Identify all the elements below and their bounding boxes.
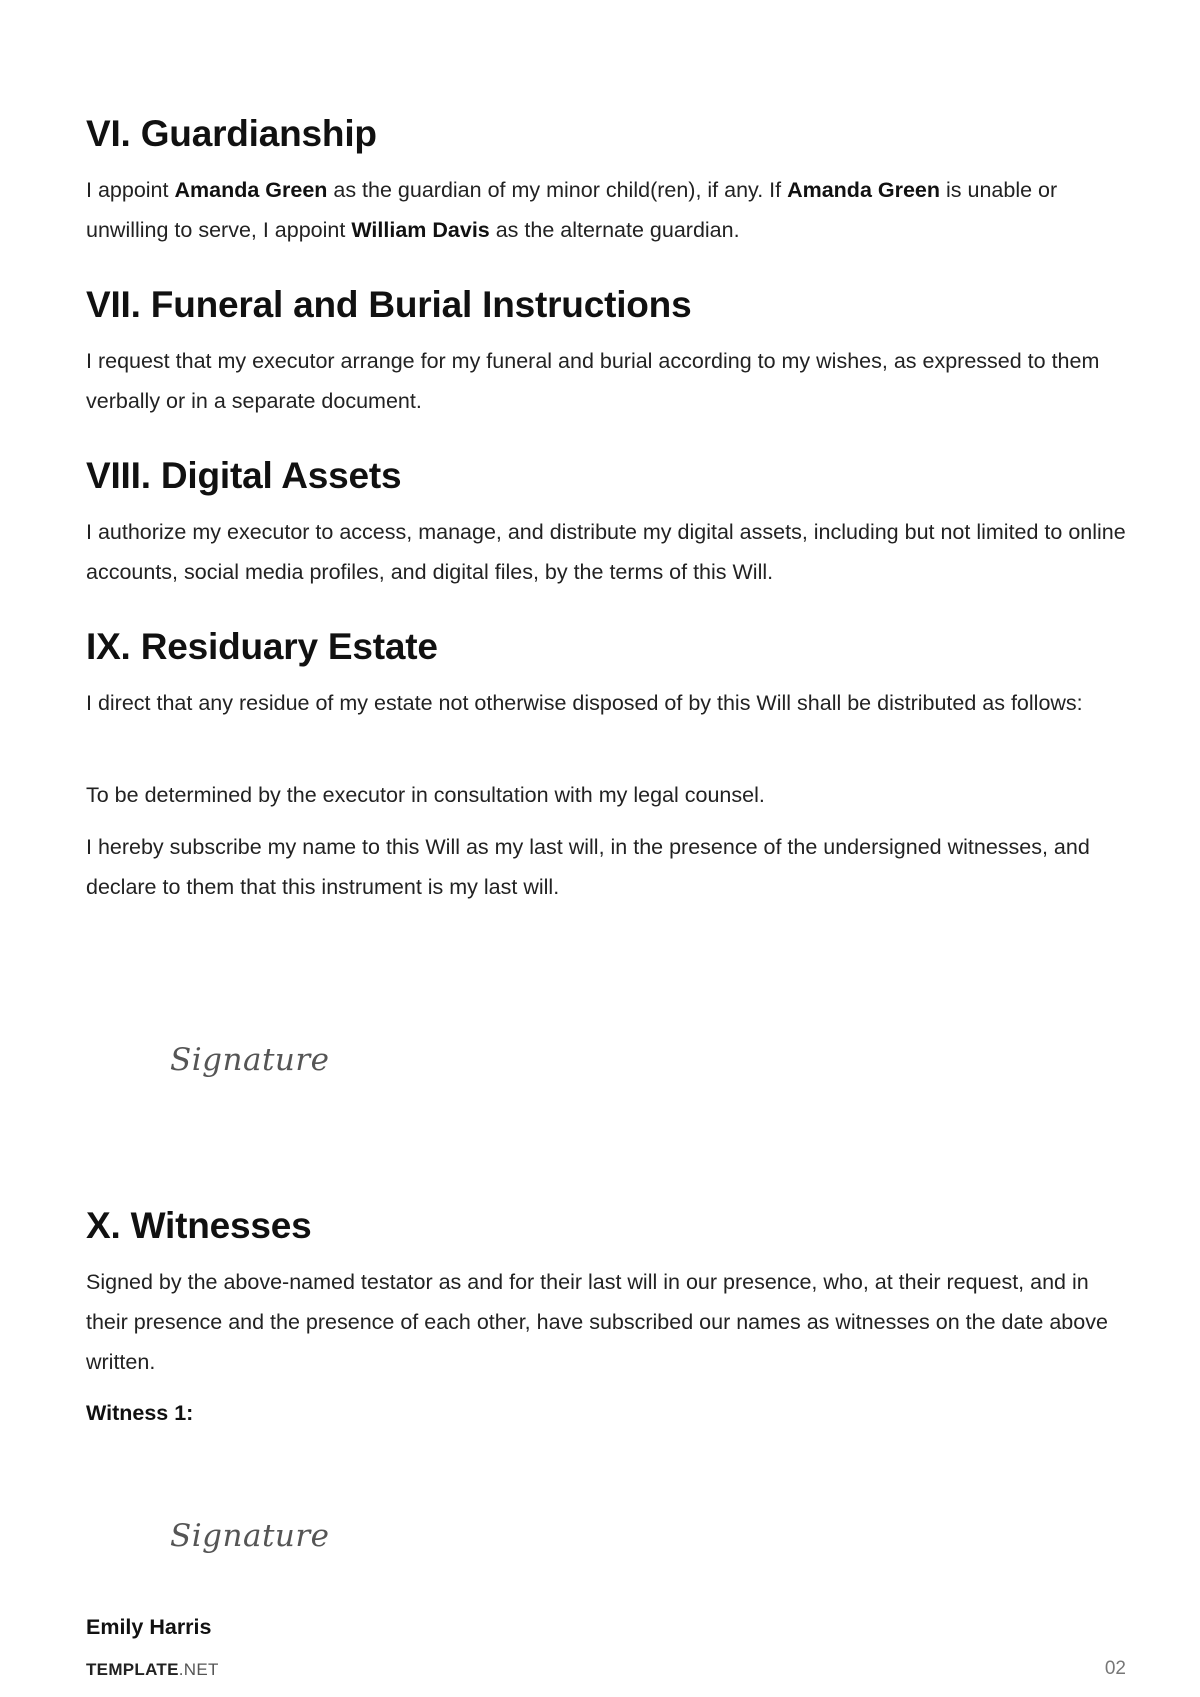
funeral-paragraph: I request that my executor arrange for my funeral and burial according to my wishes, as expressed to them verbally or in a separate document. <box>86 349 1100 413</box>
guardian-name: Amanda Green <box>174 178 328 202</box>
alternate-guardian-name: William Davis <box>351 218 490 242</box>
guardianship-paragraph <box>86 170 1126 250</box>
section-heading-digital-assets: VIII. Digital Assets <box>86 455 402 496</box>
section-heading-residuary-estate: IX. Residuary Estate <box>86 626 438 667</box>
brand-logo <box>86 1660 219 1680</box>
text-run: as the alternate guardian. <box>489 218 740 242</box>
brand-logo-primary: TEMPLATE <box>86 1660 179 1679</box>
guardian-name: Amanda Green <box>787 178 941 202</box>
witness-name: Emily Harris <box>86 1615 212 1639</box>
text-run: is unable or unwilling to serve, I appoint <box>86 178 1058 242</box>
digital-assets-paragraph: I authorize my executor to access, manage, and distribute my digital assets, including but not limited to online accounts, social media profiles, and digital files, by the terms of this Will. <box>86 520 1126 584</box>
brand-logo-suffix: .NET <box>178 1660 219 1679</box>
witnesses-paragraph: Signed by the above-named testator as and for their last will in our presence, who, at their request, and in their presence and the presence of each other, have subscribed our names as witnesses on the date above written. <box>86 1270 1108 1374</box>
residuary-determination: To be determined by the executor in consultation with my legal counsel. <box>86 783 765 807</box>
section-heading-witnesses: X. Witnesses <box>86 1205 312 1246</box>
page-number: 02 <box>1104 1658 1126 1679</box>
witness-signature: Signature <box>170 1518 330 1554</box>
text-run: as the guardian of my minor child(ren), if any. If <box>327 178 788 202</box>
page-footer <box>86 1656 1126 1686</box>
testator-signature: Signature <box>170 1042 330 1078</box>
subscription-statement: I hereby subscribe my name to this Will as my last will, in the presence of the undersigned witnesses, and declare to them that this instrument is my last will. <box>86 835 1090 899</box>
section-heading-funeral: VII. Funeral and Burial Instructions <box>86 284 692 325</box>
section-heading-guardianship: VI. Guardianship <box>86 113 377 154</box>
text-run: I appoint <box>86 178 175 202</box>
residuary-paragraph: I direct that any residue of my estate not otherwise disposed of by this Will shall be distributed as follows: <box>86 691 1083 715</box>
witness-label: Witness 1: <box>86 1401 194 1425</box>
